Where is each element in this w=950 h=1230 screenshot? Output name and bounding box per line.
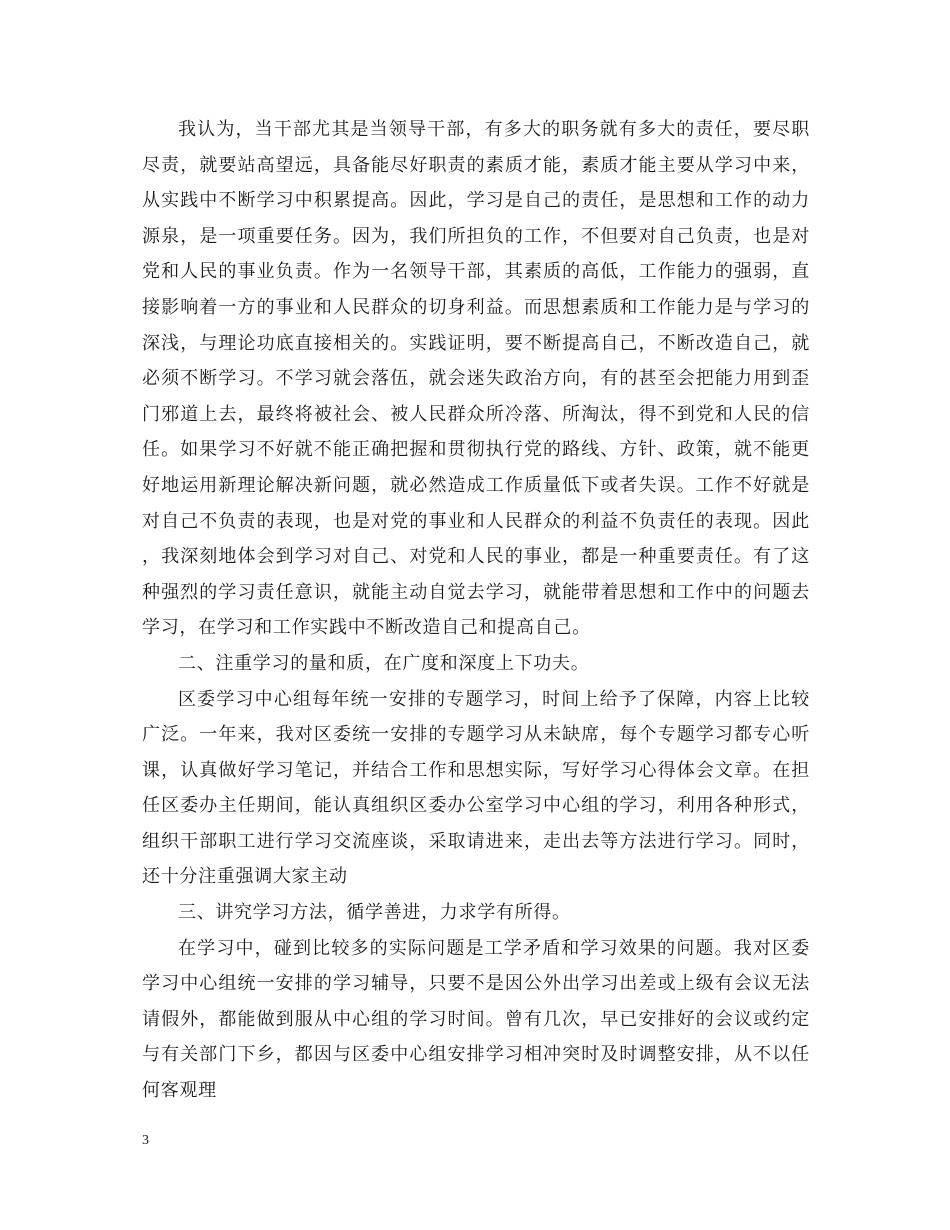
paragraph-study-method: 在学习中，碰到比较多的实际问题是工学矛盾和学习效果的问题。我对区委学习中心组统一安排的学习辅导，只要不是因公外出学习出差或上级有会议无法请假外，都能做到服从中心组的学习时间。曾有几次，早已安排好的会议或约定与有关部门下乡，都因与区委中心组安排学习相冲突时及时调整安排，从不以任何客观理	[142, 937, 810, 1102]
paragraph-study-quality: 区委学习中心组每年统一安排的专题学习，时间上给予了保障，内容上比较广泛。一年来，我对区委统一安排的专题学习从未缺席，每个专题学习都专心听课，认真做好学习笔记，并结合工作和思想实际，写好学习心得体会文章。在担任区委办主任期间，能认真组织区委办公室学习中心组的学习，利用各种形式，组织干部职工进行学习交流座谈，采取请进来，走出去等方法进行学习。同时，还十分注重强调大家主动	[142, 688, 810, 888]
section-heading-three: 三、讲究学习方法，循学善进，力求学有所得。	[178, 902, 571, 924]
page-number: 3	[142, 1133, 149, 1148]
paragraph-responsibility: 我认为，当干部尤其是当领导干部，有多大的职务就有多大的责任，要尽职尽责，就要站高望远，具备能尽好职责的素质才能，素质才能主要从学习中来，从实践中不断学习中积累提高。因此，学习是自己的责任，是思想和工作的动力源泉，是一项重要任务。因为，我们所担负的工作，不但要对自己负责，也是对党和人民的事业负责。作为一名领导干部，其素质的高低，工作能力的强弱，直接影响着一方的事业和人民群众的切身利益。而思想素质和工作能力是与学习的深浅，与理论功底直接相关的。实践证明，要不断提高自己，不断改造自己，就必须不断学习。不学习就会落伍，就会迷失政治方向，有的甚至会把能力用到歪门邪道上去，最终将被社会、被人民群众所冷落、所淘汰，得不到党和人民的信任。如果学习不好就不能正确把握和贯彻执行党的路线、方针、政策，就不能更好地运用新理论解决新问题，就必然造成工作质量低下或者失误。工作不好就是对自己不负责的表现，也是对党的事业和人民群众的利益不负责任的表现。因此，我深刻地体会到学习对自己、对党和人民的事业，都是一种重要责任。有了这种强烈的学习责任意识，就能主动自觉去学习，就能带着思想和工作中的问题去学习，在学习和工作实践中不断改造自己和提高自己。	[142, 119, 810, 639]
section-heading-two: 二、注重学习的量和质，在广度和深度上下功夫。	[178, 652, 590, 674]
document-body	[142, 112, 810, 1109]
